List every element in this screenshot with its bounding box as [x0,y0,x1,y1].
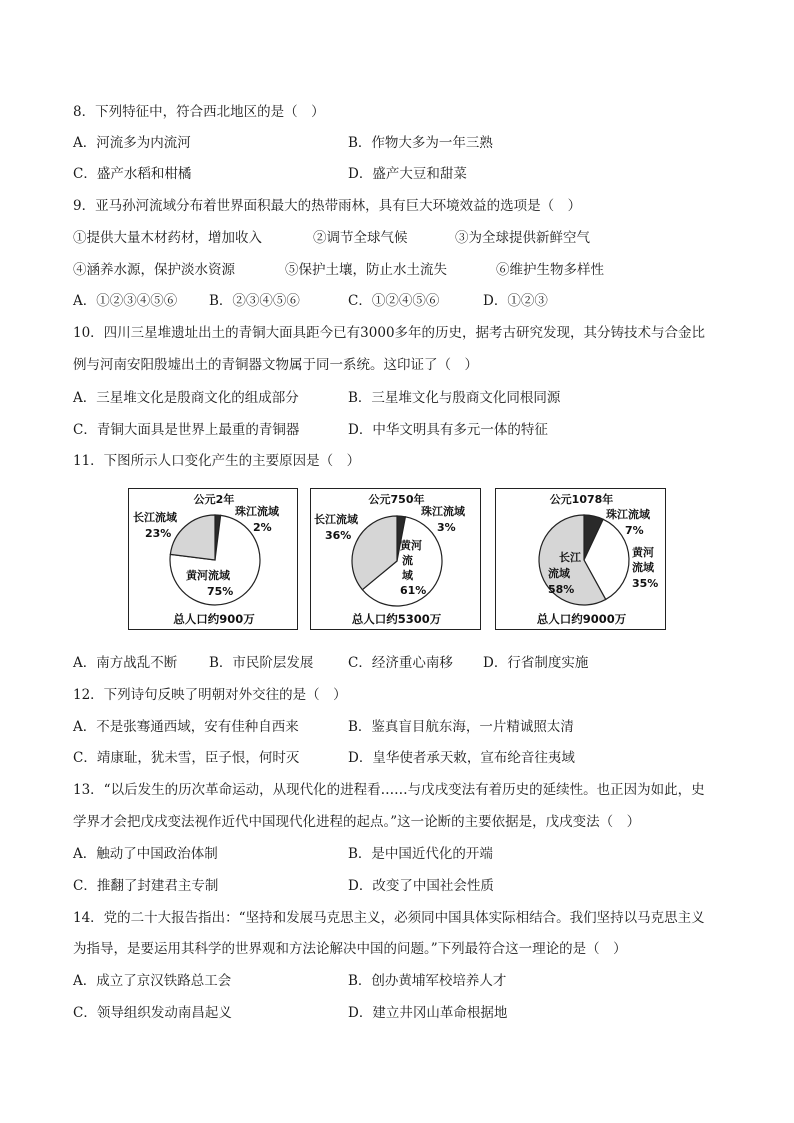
q9-option-c[interactable]: C．①②④⑤⑥ [348,293,440,309]
q9-item-4: ④涵养水源，保护淡水资源 [73,262,235,278]
q10-stem-line1: 10．四川三星堆遗址出土的青铜大面具距今已有3000多年的历史，据考古研究发现，其分铸技术与合金比 [73,325,706,341]
pie-label-changjiang-value: 23% [145,527,172,540]
pie-label-huanghe-name: 黄河流域 [186,569,230,582]
pie-title: 公元750年 [368,493,425,506]
pie-chart-svg-1 [311,489,482,631]
q12-option-d[interactable]: D．皇华使者承天敕，宣布纶音往夷域 [348,750,575,766]
q9-item-5: ⑤保护土壤，防止水土流失 [285,262,447,278]
pie-label-changjiang-value: 58% [548,583,575,596]
pie-label-zhujiang-value: 2% [253,521,272,534]
q8-option-d[interactable]: D．盛产大豆和甜菜 [348,166,467,182]
q13-options-row1 [73,845,733,863]
pie-label-huanghe-name: 黄河 [632,546,654,559]
q9-options-row [73,292,733,310]
q8-option-b[interactable]: B．作物大多为一年三熟 [348,135,493,151]
q13-options-row2 [73,877,733,895]
pie-label-huanghe-name: 域 [402,569,413,582]
q8-option-a[interactable]: A．河流多为内流河 [73,135,191,151]
q12-options-row2 [73,749,733,767]
q14-option-d[interactable]: D．建立井冈山革命根据地 [348,1005,508,1021]
pie-label-changjiang-name: 流域 [548,567,570,580]
q13-option-b[interactable]: B．是中国近代化的开端 [348,846,493,862]
q12-option-c[interactable]: C．靖康耻，犹未雪，臣子恨，何时灭 [73,750,300,766]
q9-item-2: ②调节全球气候 [313,230,408,246]
q10-option-a[interactable]: A．三星堆文化是殷商文化的组成部分 [73,390,299,406]
q9-items-row2 [73,261,733,279]
q14-stem-line1: 14．党的二十大报告指出：“坚持和发展马克思主义，必须同中国具体实际相结合。我们坚持以马克思主义 [73,910,705,926]
pie-label-zhujiang-name: 珠江流域 [606,508,650,521]
q13-stem-line1: 13．“以后发生的历次革命运动，从现代化的进程看……与戊戌变法有着历史的延续性。也正因为如此，史 [73,782,705,798]
pie-title: 公元1078年 [549,493,614,506]
pie-chart-year-2 [128,488,298,630]
q13-option-d[interactable]: D．改变了中国社会性质 [348,878,494,894]
q14-option-a[interactable]: A．成立了京汉铁路总工会 [73,973,232,989]
pie-chart-svg-0 [129,489,299,631]
q9-item-1: ①提供大量木材药材，增加收入 [73,230,262,246]
q10-option-c[interactable]: C．青铜大面具是世界上最重的青铜器 [73,422,300,438]
q8-option-c[interactable]: C．盛产水稻和柑橘 [73,166,192,182]
pie-label-huanghe-value: 75% [207,585,234,598]
q12-options-row1 [73,718,733,736]
pie-label-zhujiang-value: 3% [437,521,456,534]
q11-options-row [73,654,733,672]
pie-label-huanghe-value: 35% [632,577,659,590]
pie-slice-changjiang [170,515,215,560]
pie-label-changjiang-name: 长江流域 [133,511,177,524]
q12-option-a[interactable]: A．不是张骞通西域，安有佳种自西来 [73,719,299,735]
pie-chart-year-1078 [495,488,666,630]
q11-option-a[interactable]: A．南方战乱不断 [73,655,178,671]
q9-item-6: ⑥维护生物多样性 [496,262,604,278]
q9-option-b[interactable]: B．②③④⑤⑥ [209,293,300,309]
q13-option-c[interactable]: C．推翻了封建君主专制 [73,878,219,894]
pie-label-zhujiang-name: 珠江流域 [235,505,279,518]
pie-label-zhujiang-name: 珠江流域 [421,505,465,518]
q12-stem: 12．下列诗句反映了明朝对外交往的是（ ） [73,687,347,703]
pie-label-huanghe-name: 黄河 [400,539,422,552]
q11-stem: 11．下图所示人口变化产生的主要原因是（ ） [73,453,361,469]
q12-option-b[interactable]: B．鉴真盲目航东海，一片精诚照太清 [348,719,574,735]
pie-total-population: 总人口约900万 [173,612,255,626]
q9-items-row1 [73,229,733,247]
q14-options-row2 [73,1004,733,1022]
q10-option-d[interactable]: D．中华文明具有多元一体的特征 [348,422,548,438]
q14-option-c[interactable]: C．领导组织发动南昌起义 [73,1005,232,1021]
q11-option-c[interactable]: C．经济重心南移 [348,655,453,671]
pie-chart-svg-2 [496,489,667,631]
q10-options-row1 [73,389,733,407]
pie-total-population: 总人口约5300万 [351,612,442,626]
q14-stem-line2: 为指导，是要运用其科学的世界观和方法论解决中国的问题。”下列最符合这一理论的是（ ） [73,941,627,957]
q10-options-row2 [73,421,733,439]
pie-label-huanghe-value: 61% [400,584,427,597]
q8-options-row2 [73,165,733,183]
q8-stem: 8．下列特征中，符合西北地区的是（ ） [73,104,325,120]
pie-title: 公元2年 [193,493,235,506]
q14-option-b[interactable]: B．创办黄埔军校培养人才 [348,973,507,989]
q9-option-a[interactable]: A．①②③④⑤⑥ [73,293,178,309]
q8-options-row1 [73,134,733,152]
q9-item-3: ③为全球提供新鲜空气 [455,230,590,246]
pie-label-changjiang-name: 长江流域 [314,513,358,526]
pie-label-zhujiang-value: 7% [625,524,644,537]
pie-label-huanghe-name: 流域 [632,561,654,574]
pie-total-population: 总人口约9000万 [536,612,627,626]
pie-label-changjiang-value: 36% [325,529,352,542]
pie-label-huanghe-name: 流 [402,554,413,567]
q9-option-d[interactable]: D．①②③ [483,293,548,309]
q13-option-a[interactable]: A．触动了中国政治体制 [73,846,218,862]
q13-stem-line2: 学界才会把戊戌变法视作近代中国现代化进程的起点。”这一论断的主要依据是，戊戌变法（ ） [73,814,641,830]
pie-chart-year-750 [310,488,481,630]
pie-label-changjiang-name: 长江 [559,551,581,564]
q10-stem-line2: 例与河南安阳殷墟出土的青铜器文物属于同一系统。这印证了（ ） [73,357,478,373]
q10-option-b[interactable]: B．三星堆文化与殷商文化同根同源 [348,390,561,406]
q11-option-b[interactable]: B．市民阶层发展 [209,655,314,671]
q14-options-row1 [73,972,733,990]
q11-option-d[interactable]: D．行省制度实施 [483,655,589,671]
q9-stem: 9．亚马孙河流域分布着世界面积最大的热带雨林，具有巨大环境效益的选项是（ ） [73,198,582,214]
